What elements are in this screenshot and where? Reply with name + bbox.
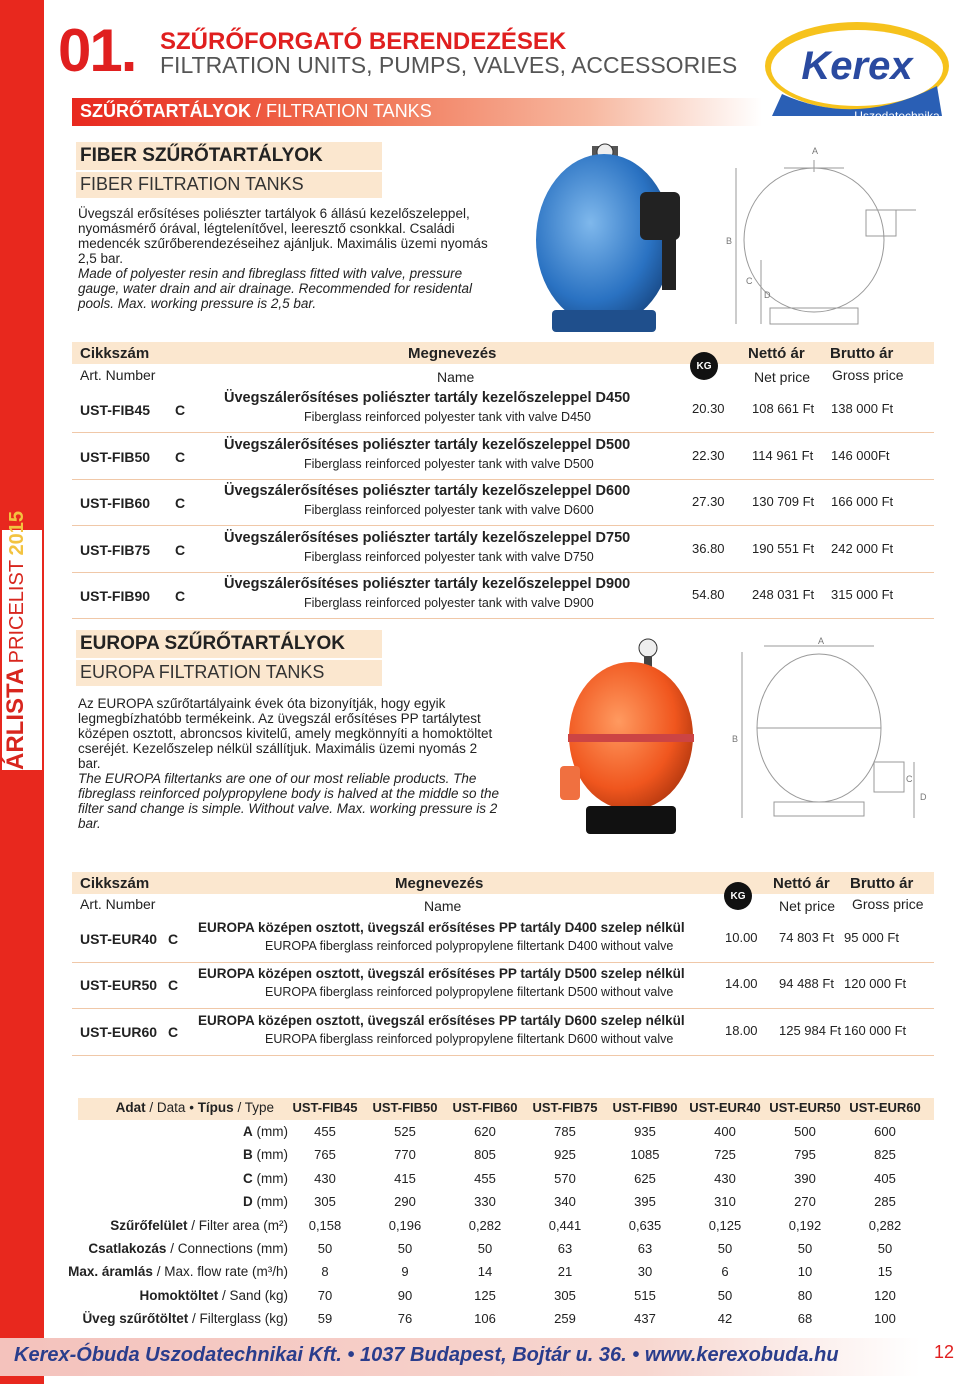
- svg-text:B: B: [726, 236, 733, 246]
- europa-desc-hu: Az EUROPA szűrőtartályaink évek óta bizonyítják, hogy egyik legmegbízhatóbb termékeink. Az üvegszál erősítéses PP tartálytest középen osztott, abroncsos kivitelű, amely megkönnyíti a homoktöltet cseréjét. Kezelőszelep nélkül szállítjuk. Maximális üzemi nyomás 2 bar.: [78, 696, 493, 771]
- row-category: C: [168, 1024, 179, 1040]
- row-name-hu: Üvegszálerősítéses poliészter tartály kezelőszeleppel D750: [224, 530, 631, 546]
- col-code-en-2: Art. Number: [80, 896, 156, 912]
- data-row-label-text: [243, 1147, 288, 1162]
- col-net-hu-2: Nettó ár: [773, 875, 830, 892]
- data-row-label-text: [88, 1241, 288, 1256]
- weight-kg-icon-2: KG: [724, 882, 752, 910]
- section-title: [80, 101, 432, 122]
- row-code: UST-FIB50: [80, 449, 151, 465]
- data-cell: 600: [874, 1124, 896, 1139]
- data-cell: 285: [874, 1194, 896, 1210]
- data-cell: 310: [714, 1194, 736, 1210]
- section-title-hu: SZŰRŐTARTÁLYOK: [80, 101, 251, 121]
- data-row-label: [0, 1239, 292, 1259]
- data-cell: 0,282: [468, 1217, 502, 1233]
- row-name-hu: Üvegszálerősítéses poliészter tartály kezelőszeleppel D500: [224, 437, 631, 453]
- fiber-desc-en: Made of polyester resin and fibreglass fitted with valve, pressure gauge, water drain and air drainage. Recommended for residental pools. Max. working pressure is 2,5 bar.: [78, 266, 472, 311]
- data-cell: 50: [477, 1241, 493, 1256]
- row-net-price: 130 709 Ft: [752, 494, 815, 509]
- col-gross-en-2: Gross price: [852, 896, 924, 912]
- row-code: UST-FIB90: [80, 588, 151, 604]
- data-cell: 500: [794, 1124, 816, 1139]
- row-net-price: 94 488 Ft: [779, 976, 834, 991]
- row-name-en: Fiberglass reinforced polyester tank with valve D750: [304, 550, 594, 564]
- row-gross-price: 95 000 Ft: [844, 930, 899, 945]
- data-cell: 270: [794, 1194, 816, 1210]
- data-cell: 120: [874, 1287, 896, 1303]
- col-net-hu: Nettó ár: [748, 345, 805, 362]
- data-cell: 50: [797, 1241, 813, 1256]
- row-category: C: [168, 977, 179, 993]
- fiber-tank-drawing: [716, 140, 936, 336]
- weight-kg-icon: KG: [690, 352, 718, 380]
- data-row-label: [0, 1192, 292, 1212]
- svg-text:B: B: [732, 734, 739, 744]
- sidebar-word2: PRICELIST: [6, 559, 28, 664]
- data-row-label-en: (mm): [256, 1194, 288, 1210]
- data-cell: 625: [634, 1170, 656, 1186]
- data-row-label-text: [82, 1311, 288, 1326]
- data-cell: 305: [314, 1194, 336, 1210]
- data-label-en: Data: [156, 1100, 186, 1115]
- data-cell: 290: [394, 1194, 416, 1210]
- data-row-label-en: (mm): [256, 1170, 288, 1186]
- data-cell: 100: [874, 1311, 896, 1327]
- row-net-price: 114 961 Ft: [752, 448, 814, 463]
- data-label-hu: Adat: [115, 1100, 146, 1115]
- row-name-hu: Üvegszálerősítéses poliészter tartály kezelőszeleppel D900: [224, 576, 631, 592]
- data-column-header: UST-FIB50: [372, 1100, 438, 1115]
- row-name-en: EUROPA fiberglass reinforced polypropylene filtertank D400 without valve: [265, 939, 674, 953]
- europa-tank-drawing: [724, 632, 934, 832]
- col-gross-hu-2: Brutto ár: [850, 875, 914, 892]
- row-net-price: 125 984 Ft: [779, 1023, 842, 1038]
- col-name-en-2: Name: [424, 898, 462, 914]
- data-cell: 9: [401, 1264, 409, 1280]
- data-cell: 70: [317, 1287, 333, 1303]
- data-cell: 390: [794, 1170, 816, 1186]
- row-weight: 10.00: [725, 930, 758, 945]
- fiber-title-hu: FIBER SZŰRŐTARTÁLYOK: [80, 145, 323, 166]
- svg-text:A: A: [818, 636, 825, 646]
- data-cell: 0,125: [708, 1217, 742, 1233]
- section-title-en: FILTRATION TANKS: [266, 101, 432, 121]
- fiber-title-en: FIBER FILTRATION TANKS: [80, 174, 304, 194]
- europa-desc-en: The EUROPA filtertanks are one of our most reliable products. The fibreglass reinforced polypropylene body is halved at the middle so the filter sand change is simple. Without valve. Max. working pressure is 2 bar.: [78, 771, 499, 831]
- data-column-header: UST-FIB90: [612, 1100, 678, 1115]
- data-cell: 395: [634, 1194, 656, 1210]
- data-cell: 50: [877, 1241, 893, 1256]
- data-cell: 8: [321, 1264, 329, 1280]
- row-name-hu: EUROPA középen osztott, üvegszál erősítéses PP tartály D400 szelep nélkül: [198, 920, 685, 935]
- data-row-label-hu: A: [243, 1124, 253, 1139]
- data-cell: 430: [314, 1170, 336, 1186]
- data-cell: 770: [394, 1147, 416, 1163]
- data-row-label-en: / Max. flow rate (m³/h): [156, 1264, 288, 1280]
- svg-text:C: C: [746, 276, 753, 286]
- row-net-price: 74 803 Ft: [779, 930, 834, 945]
- data-row-label-en: / Filter area (m²): [191, 1217, 288, 1233]
- data-cell: 515: [634, 1287, 656, 1303]
- data-row-label-hu: Üveg szűrőtöltet: [82, 1311, 189, 1327]
- type-label-hu: Típus: [197, 1100, 234, 1115]
- row-net-price: 248 031 Ft: [752, 587, 815, 602]
- data-cell: 0,158: [308, 1217, 342, 1233]
- row-net-price: 190 551 Ft: [752, 541, 815, 556]
- data-cell: 0,192: [788, 1217, 822, 1233]
- data-cell: 106: [474, 1311, 496, 1327]
- row-code: UST-FIB45: [80, 402, 151, 418]
- row-gross-price: 160 000 Ft: [844, 1023, 907, 1038]
- row-code: UST-EUR60: [80, 1024, 158, 1040]
- data-row-label-hu: Szűrőfelület: [110, 1217, 188, 1233]
- row-weight: 20.30: [692, 401, 725, 416]
- data-column-header: UST-EUR50: [769, 1100, 841, 1115]
- data-cell: 620: [474, 1124, 496, 1139]
- data-row-label-text: [243, 1171, 288, 1186]
- row-category: C: [168, 931, 179, 947]
- svg-text:C: C: [906, 774, 913, 784]
- data-cell: 795: [794, 1147, 816, 1163]
- svg-text:D: D: [764, 290, 771, 300]
- data-cell: 21: [557, 1264, 573, 1280]
- sidebar-label: [0, 511, 44, 770]
- footer-address: Kerex-Óbuda Uszodatechnikai Kft. • 1037 Budapest, Bojtár u. 36. • www.kerexobuda.hu: [14, 1344, 839, 1366]
- data-cell: 935: [634, 1124, 656, 1139]
- col-gross-hu: Brutto ár: [830, 345, 894, 362]
- data-cell: 437: [634, 1311, 656, 1327]
- data-row-label-hu: D: [243, 1194, 253, 1210]
- data-row-label-text: [110, 1218, 288, 1233]
- svg-text:D: D: [920, 792, 927, 802]
- row-name-hu: Üvegszálerősítéses poliészter tartály kezelőszeleppel D600: [224, 483, 631, 499]
- data-cell: 50: [717, 1241, 733, 1256]
- row-name-en: Fiberglass reinforced polyester tank with valve D900: [304, 596, 594, 610]
- row-gross-price: 138 000 Ft: [831, 401, 894, 416]
- data-row-label-en: (mm): [256, 1147, 288, 1163]
- row-code: UST-FIB75: [80, 542, 151, 558]
- row-name-hu: EUROPA középen osztott, üvegszál erősítéses PP tartály D500 szelep nélkül: [198, 966, 685, 981]
- data-cell: 259: [554, 1311, 576, 1327]
- row-gross-price: 315 000 Ft: [831, 587, 894, 602]
- data-cell: 725: [714, 1147, 736, 1163]
- row-weight: 18.00: [725, 1023, 758, 1038]
- row-gross-price: 166 000 Ft: [831, 494, 894, 509]
- europa-title-hu: EUROPA SZŰRŐTARTÁLYOK: [80, 633, 345, 654]
- page-number: 12: [934, 1342, 955, 1362]
- logo-name: Kerex: [801, 44, 913, 88]
- data-cell: 340: [554, 1194, 576, 1210]
- fiber-desc-hu: Üvegszál erősítéses poliészter tartályok 6 állású kezelőszeleppel, nyomásmérő órával, légtelenítővel, leeresztő csonkkal. Családi medencék szűrőberendezéseihez ajánljuk. Maximális üzemi nyomás 2,5 bar.: [78, 206, 488, 266]
- data-cell: 455: [314, 1124, 336, 1139]
- data-cell: 525: [394, 1124, 416, 1139]
- data-cell: 76: [397, 1311, 413, 1327]
- data-row-label-hu: Homoktöltet: [139, 1287, 219, 1303]
- data-cell: 400: [714, 1124, 736, 1139]
- data-column-header: UST-EUR60: [849, 1100, 921, 1115]
- col-name-hu: Megnevezés: [408, 345, 497, 362]
- data-cell: 50: [317, 1241, 333, 1256]
- kerex-logo: [762, 16, 952, 128]
- data-cell: 30: [637, 1264, 653, 1280]
- row-category: C: [175, 495, 186, 511]
- data-cell: 805: [474, 1147, 496, 1163]
- data-table-header-label: Adat / Data • Típus / Type: [115, 1100, 274, 1115]
- row-name-en: Fiberglass reinforced polyester tank vith valve D450: [304, 410, 591, 424]
- section-sep: /: [251, 101, 267, 121]
- data-row-label-hu: Csatlakozás: [88, 1241, 167, 1256]
- col-gross-en: Gross price: [832, 367, 904, 383]
- data-cell: 415: [394, 1170, 416, 1186]
- data-cell: 0,441: [548, 1217, 582, 1233]
- data-cell: 63: [557, 1241, 573, 1256]
- row-name-en: EUROPA fiberglass reinforced polypropylene filtertank D500 without valve: [265, 985, 674, 999]
- row-weight: 36.80: [692, 541, 725, 556]
- data-row-label-text: [139, 1288, 288, 1303]
- europa-description: [78, 696, 502, 831]
- data-row-label-hu: C: [243, 1170, 253, 1186]
- data-cell: 50: [717, 1287, 733, 1303]
- col-code-en: Art. Number: [80, 367, 156, 383]
- row-weight: 14.00: [725, 976, 758, 991]
- data-cell: 59: [317, 1311, 333, 1327]
- data-row-label-en: / Sand (kg): [221, 1287, 288, 1303]
- col-name-hu-2: Megnevezés: [395, 875, 484, 892]
- data-cell: 50: [397, 1241, 413, 1256]
- row-category: C: [175, 542, 186, 558]
- europa-tank-image: [556, 636, 706, 846]
- data-cell: 305: [554, 1287, 576, 1303]
- data-cell: 10: [797, 1264, 813, 1280]
- data-row-label-text: [68, 1264, 288, 1279]
- data-cell: 90: [397, 1287, 413, 1303]
- data-row-label-en: / Filterglass (kg): [191, 1311, 288, 1327]
- logo-sub: Uszodatechnika: [854, 109, 940, 123]
- data-row-label: [0, 1169, 292, 1189]
- data-cell: 0,635: [628, 1217, 662, 1233]
- svg-text:A: A: [812, 146, 819, 156]
- data-cell: 80: [797, 1287, 813, 1303]
- data-row-label: [0, 1145, 292, 1165]
- row-gross-price: 242 000 Ft: [831, 541, 894, 556]
- data-row-label: [0, 1122, 292, 1142]
- row-code: UST-FIB60: [80, 495, 151, 511]
- data-cell: 14: [477, 1264, 493, 1280]
- data-cell: 0,196: [388, 1217, 422, 1233]
- data-cell: 330: [474, 1194, 496, 1210]
- fiber-description: [78, 206, 506, 311]
- data-cell: 925: [554, 1147, 576, 1163]
- data-column-header: UST-FIB75: [532, 1100, 598, 1115]
- row-name-en: EUROPA fiberglass reinforced polypropylene filtertank D600 without valve: [265, 1032, 674, 1046]
- row-name-en: Fiberglass reinforced polyester tank with valve D600: [304, 503, 594, 517]
- row-code: UST-EUR50: [80, 977, 158, 993]
- row-gross-price: 146 000Ft: [831, 448, 890, 463]
- row-code: UST-EUR40: [80, 931, 158, 947]
- row-name-hu: Üvegszálerősítéses poliészter tartály kezelőszeleppel D450: [224, 390, 631, 406]
- col-net-en-2: Net price: [779, 898, 836, 914]
- row-category: C: [175, 402, 186, 418]
- data-cell: 42: [717, 1311, 733, 1327]
- chapter-title-en: FILTRATION UNITS, PUMPS, VALVES, ACCESSORIES: [160, 52, 738, 78]
- row-name-hu: EUROPA középen osztott, üvegszál erősítéses PP tartály D600 szelep nélkül: [198, 1013, 685, 1028]
- data-cell: 405: [874, 1170, 896, 1186]
- data-column-header: UST-FIB45: [292, 1100, 358, 1115]
- row-weight: 54.80: [692, 587, 725, 602]
- row-category: C: [175, 449, 186, 465]
- data-row-label-hu: B: [243, 1147, 253, 1163]
- data-cell: 825: [874, 1147, 896, 1163]
- data-row-label-en: (mm): [256, 1124, 288, 1139]
- sidebar-word1: ÁRLISTA: [2, 667, 29, 770]
- data-row-label-text: [243, 1194, 288, 1209]
- data-cell: 125: [474, 1287, 496, 1303]
- data-cell: 765: [314, 1147, 336, 1163]
- sidebar-year: 2015: [6, 511, 28, 556]
- data-row-label-hu: Max. áramlás: [68, 1264, 153, 1280]
- data-column-header: UST-FIB60: [452, 1100, 518, 1115]
- data-cell: 1085: [630, 1147, 660, 1163]
- chapter-number: 01.: [58, 17, 136, 84]
- row-net-price: 108 661 Ft: [752, 401, 815, 416]
- row-gross-price: 120 000 Ft: [844, 976, 907, 991]
- col-code-hu: Cikkszám: [80, 345, 150, 362]
- data-row-label-en: / Connections (mm): [170, 1241, 288, 1256]
- row-name-en: Fiberglass reinforced polyester tank with valve D500: [304, 457, 594, 471]
- data-cell: 68: [797, 1311, 813, 1327]
- data-cell: 785: [554, 1124, 576, 1139]
- chapter-title-hu: SZŰRŐFORGATÓ BERENDEZÉSEK: [160, 28, 567, 55]
- row-weight: 22.30: [692, 448, 725, 463]
- data-cell: 15: [877, 1264, 893, 1280]
- col-net-en: Net price: [754, 369, 811, 385]
- europa-title-en: EUROPA FILTRATION TANKS: [80, 662, 325, 682]
- data-column-header: UST-EUR40: [689, 1100, 761, 1115]
- row-weight: 27.30: [692, 494, 725, 509]
- data-row-label: [0, 1216, 292, 1236]
- data-cell: 455: [474, 1170, 496, 1186]
- col-name-en: Name: [437, 369, 475, 385]
- data-row-label-text: [243, 1124, 288, 1139]
- col-code-hu-2: Cikkszám: [80, 875, 150, 892]
- type-label-en: Type: [244, 1100, 274, 1115]
- data-cell: 63: [637, 1241, 653, 1256]
- fiber-tank-image: [532, 140, 692, 340]
- data-cell: 570: [554, 1170, 576, 1186]
- data-row-label: [0, 1262, 292, 1282]
- data-row-label: [0, 1309, 292, 1329]
- data-cell: 430: [714, 1170, 736, 1186]
- data-cell: 6: [721, 1264, 729, 1280]
- data-cell: 0,282: [868, 1217, 902, 1233]
- row-category: C: [175, 588, 186, 604]
- data-row-label: [0, 1286, 292, 1306]
